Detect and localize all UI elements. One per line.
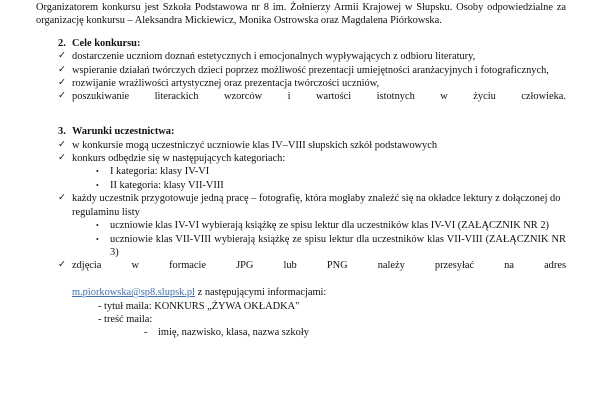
category-text: II kategoria: klasy VII-VIII [110,179,224,191]
list-item-text: każdy uczestnik przygotowuje jedną pracę – fotografię, która mogłaby znaleźć się na okładce lektury z dołączonej do regulaminu listy [72,193,561,218]
list-item [36,90,566,117]
bullet-icon: • [96,221,99,231]
section-heading-cele [36,37,566,50]
book-list-text: uczniowie klas IV-VI wybierają książkę ze spisu lektur dla uczestników klas IV-VI (ZAŁĄCZNIK NR 2) [110,220,549,232]
list-item [36,233,566,260]
email-link[interactable]: m.piorkowska@sp8.slupsk.pl [72,287,196,299]
email-instruction [72,259,566,299]
list-item-text: wspieranie działań twórczych dzieci poprzez możliwość prezentacji umiejętności aranżacyjnych i fotograficznych, [72,64,549,76]
mail-spec-sub-text: imię, nazwisko, klasa, nazwa szkoły [158,327,309,339]
email-line [72,286,566,299]
list-item [36,165,566,178]
list-item [36,219,566,232]
check-icon: ✓ [58,78,66,89]
list-item-email [36,259,566,299]
mail-spec-line: - tytuł maila: KONKURS „ŻYWA OKŁADKA" [98,300,300,312]
email-instruction-text: zdjęcia w formacie JPG lub PNG należy przesyłać na adres [72,260,566,272]
section-title: Warunki uczestnictwa: [72,126,175,138]
list-item [36,64,566,77]
check-icon: ✓ [58,139,66,150]
category-text: I kategoria: klasy IV-VI [110,166,210,178]
bullet-icon: • [96,180,99,190]
bullet-icon: • [96,234,99,244]
book-list-text: uczniowie klas VII-VIII wybierają książkę ze spisu lektur dla uczestników klas VII-VIII (ZAŁĄCZNIK NR 3) [110,233,566,258]
list-item [36,139,566,152]
list-item [36,326,566,339]
list-item [36,192,566,219]
list-item [36,179,566,192]
list-item-text: w konkursie mogą uczestniczyć uczniowie klas IV–VIII słupskich szkół podstawowych [72,139,438,151]
check-icon: ✓ [58,260,66,271]
list-item-text: konkurs odbędzie się w następujących kategoriach: [72,153,286,165]
list-item [36,152,566,165]
list-item [36,50,566,63]
check-icon: ✓ [58,51,66,62]
intro-paragraph: Organizatorem konkursu jest Szkoła Podstawowa nr 8 im. Żołnierzy Armii Krajowej w Słupsku. Osoby odpowiedzialne za organizację konkursu – Aleksandra Mickiewicz, Monika Ostrowska oraz Magdalena Piórkowska. [36,2,566,27]
section-number: 3. [58,126,66,138]
email-suffix-text: z następującymi informacjami: [197,287,327,299]
section-heading-warunki [36,125,566,138]
check-icon: ✓ [58,153,66,164]
bullet-icon: • [96,167,99,177]
dash-icon: - [144,327,148,339]
list-item-text: dostarczenie uczniom doznań estetycznych i emocjonalnych wypływających z odbioru literatury, [72,51,476,63]
check-icon: ✓ [58,64,66,75]
list-item [36,77,566,90]
check-icon: ✓ [58,91,66,102]
section-number: 2. [58,37,66,49]
spacer [36,117,566,125]
list-item-text: poszukiwanie literackich wzorców i wartości istotnych w życiu człowieka. [72,91,566,103]
spacer [36,28,566,37]
section-title: Cele konkursu: [72,37,141,49]
check-icon: ✓ [58,193,66,204]
list-item-text: rozwijanie wrażliwości artystycznej oraz prezentacja twórczości uczniów, [72,78,380,90]
mail-spec-line: - treść maila: [98,313,153,325]
